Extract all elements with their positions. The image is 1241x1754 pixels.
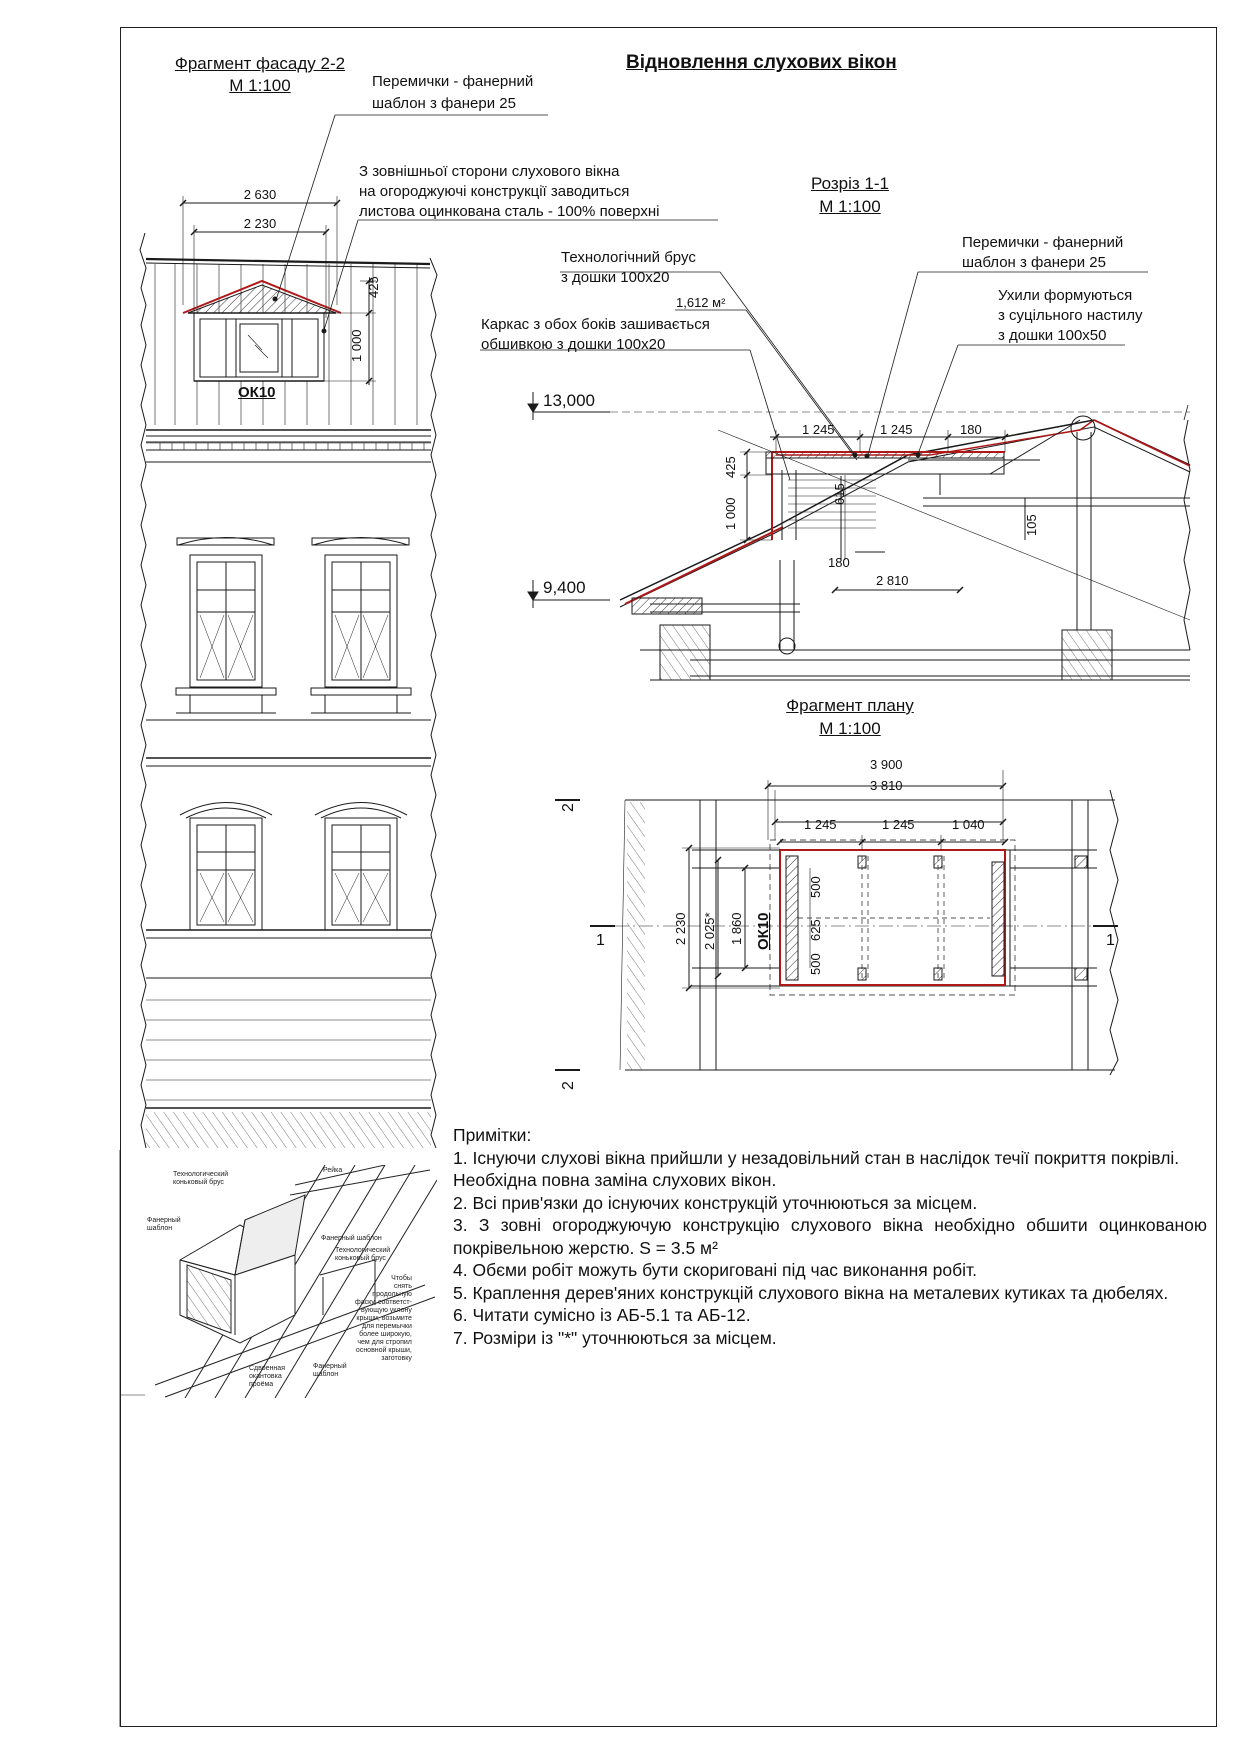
facade-dim-outer: 2 630 — [243, 187, 277, 202]
plan-section-mark-left: 1 — [596, 932, 605, 949]
iso-label-tip: Чтобы снять продольную фаску, соответст- вующую уклону крыши, возьмите для перемычки более широкую, чем для стропил основной крыши, заготовку — [355, 1275, 412, 1362]
iso-label-ridge: Технологический коньковый брус — [173, 1171, 229, 1186]
note-1: 1. Існуючи слухові вікна прийшли у незадовільний стан в наслідок течії покриття покрівлі. — [453, 1147, 1180, 1168]
iso-label-rail: Рейка — [323, 1167, 343, 1174]
plan-section-mark-right: 1 — [1106, 932, 1115, 949]
iso-label-template: Фанерный шаблон — [147, 1217, 181, 1232]
plan-dim-w1: 1 245 — [804, 817, 837, 832]
section-dim-5: 2 810 — [876, 573, 909, 588]
facade-window-mark: ОК10 — [238, 384, 276, 401]
section-dim-3: 180 — [960, 422, 982, 437]
section-note-lintel-line1: Перемички - фанерний — [962, 234, 1124, 251]
section-note-beam-line2: з дошки 100х20 — [561, 269, 670, 286]
section-note-area: 1,612 м² — [676, 295, 726, 310]
plan-dim-v625: 625 — [808, 919, 823, 941]
iso-label-opening: Сдвоенная окантовка проёма — [249, 1365, 285, 1388]
section-level-top: 13,000 — [543, 391, 595, 410]
section-note-frame-line2: обшивкою з дошки 100х20 — [481, 336, 666, 353]
plan-dim-v500a: 500 — [808, 876, 823, 898]
section-dim-v3: 615 — [832, 483, 847, 505]
plan-dim-h-inner: 1 860 — [729, 912, 744, 945]
facade-note-steel-line3: листова оцинкована сталь - 100% поверхні — [359, 203, 660, 220]
section-note-frame-line1: Каркас з обох боків зашивається — [481, 316, 710, 333]
section-note-slope-line2: з суцільного настилу — [998, 307, 1143, 324]
note-3: 3. З зовні огороджуючую конструкцію слухового вікна необхідно обшити оцинкованою покрівельною жерстю. S = 3.5 м² — [453, 1215, 1207, 1258]
plan-dim-v500b: 500 — [808, 953, 823, 975]
note-7: 7. Розміри із "*" уточнюються за місцем. — [453, 1327, 777, 1348]
plan-section-mark-bottom: 2 — [560, 1081, 577, 1090]
dormer-isometric-illustration — [145, 1165, 437, 1398]
plan-dim-h-outer: 2 230 — [673, 912, 688, 945]
section-note-beam-line1: Технологічний брус — [561, 249, 696, 266]
notes-block — [453, 1124, 1207, 1349]
section-dim-6: 105 — [1024, 514, 1039, 536]
section-note-lintel-line2: шаблон з фанери 25 — [962, 254, 1106, 271]
iso-label-ridge-2: Технологический коньковый брус — [335, 1247, 391, 1262]
iso-label-plywood: Фанерный шаблон — [321, 1235, 382, 1242]
plan-window-mark: ОК10 — [755, 912, 772, 950]
section-note-slope-line1: Ухили формуються — [998, 287, 1133, 304]
section-note-slope-line3: з дошки 100х50 — [998, 327, 1107, 344]
plan-scale: М 1:100 — [819, 719, 881, 738]
section-title: Розріз 1-1 — [811, 174, 889, 193]
note-6: 6. Читати сумісно із АБ-5.1 та АБ-12. — [453, 1305, 751, 1325]
note-1b: Необхідна повна заміна слухових вікон. — [453, 1170, 777, 1190]
section-dim-4: 180 — [828, 555, 850, 570]
plan-dim-w2: 1 245 — [882, 817, 915, 832]
facade-note-lintel-line2: шаблон з фанери 25 — [372, 95, 516, 112]
plan-dim-w3: 1 040 — [952, 817, 985, 832]
facade-note-steel-line1: З зовнішньої сторони слухового вікна — [359, 163, 620, 180]
facade-dim-inner: 2 230 — [243, 216, 277, 231]
section-scale: М 1:100 — [819, 197, 881, 216]
facade-scale: М 1:100 — [229, 76, 291, 95]
section-dim-v2: 1 000 — [723, 497, 738, 530]
note-2: 2. Всі прив'язки до існуючих конструкцій уточнюються за місцем. — [453, 1192, 978, 1213]
facade-dim-height-top: 425 — [366, 276, 381, 298]
plan-dim-total: 3 900 — [870, 757, 903, 772]
section-dim-v1: 425 — [723, 456, 738, 478]
note-4: 4. Обєми робіт можуть бути скориговані під час виконання робіт. — [453, 1260, 977, 1280]
iso-label-template-2: Фанерный шаблон — [313, 1363, 347, 1378]
facade-title: Фрагмент фасаду 2-2 — [174, 54, 346, 73]
notes-heading: Примітки: — [453, 1125, 532, 1145]
section-dim-2: 1 245 — [880, 422, 913, 437]
note-5: 5. Краплення дерев'яних конструкцій слухового вікна на металевих кутиках та дюбелях. — [453, 1282, 1169, 1303]
section-level-bottom: 9,400 — [543, 578, 586, 597]
plan-title: Фрагмент плану — [786, 696, 914, 715]
facade-dim-height-main: 1 000 — [349, 329, 364, 362]
plan-section-mark-top: 2 — [560, 803, 577, 812]
plan-dim-h-mid: 2 025* — [702, 912, 717, 950]
facade-note-lintel-line1: Перемички - фанерний — [372, 73, 534, 90]
section-dim-1: 1 245 — [802, 422, 835, 437]
facade-note-steel-line2: на огороджуючі конструкції заводиться — [359, 183, 630, 200]
sheet-title: Відновлення слухових вікон — [626, 52, 897, 73]
plan-dim-inner: 3 810 — [870, 778, 903, 793]
